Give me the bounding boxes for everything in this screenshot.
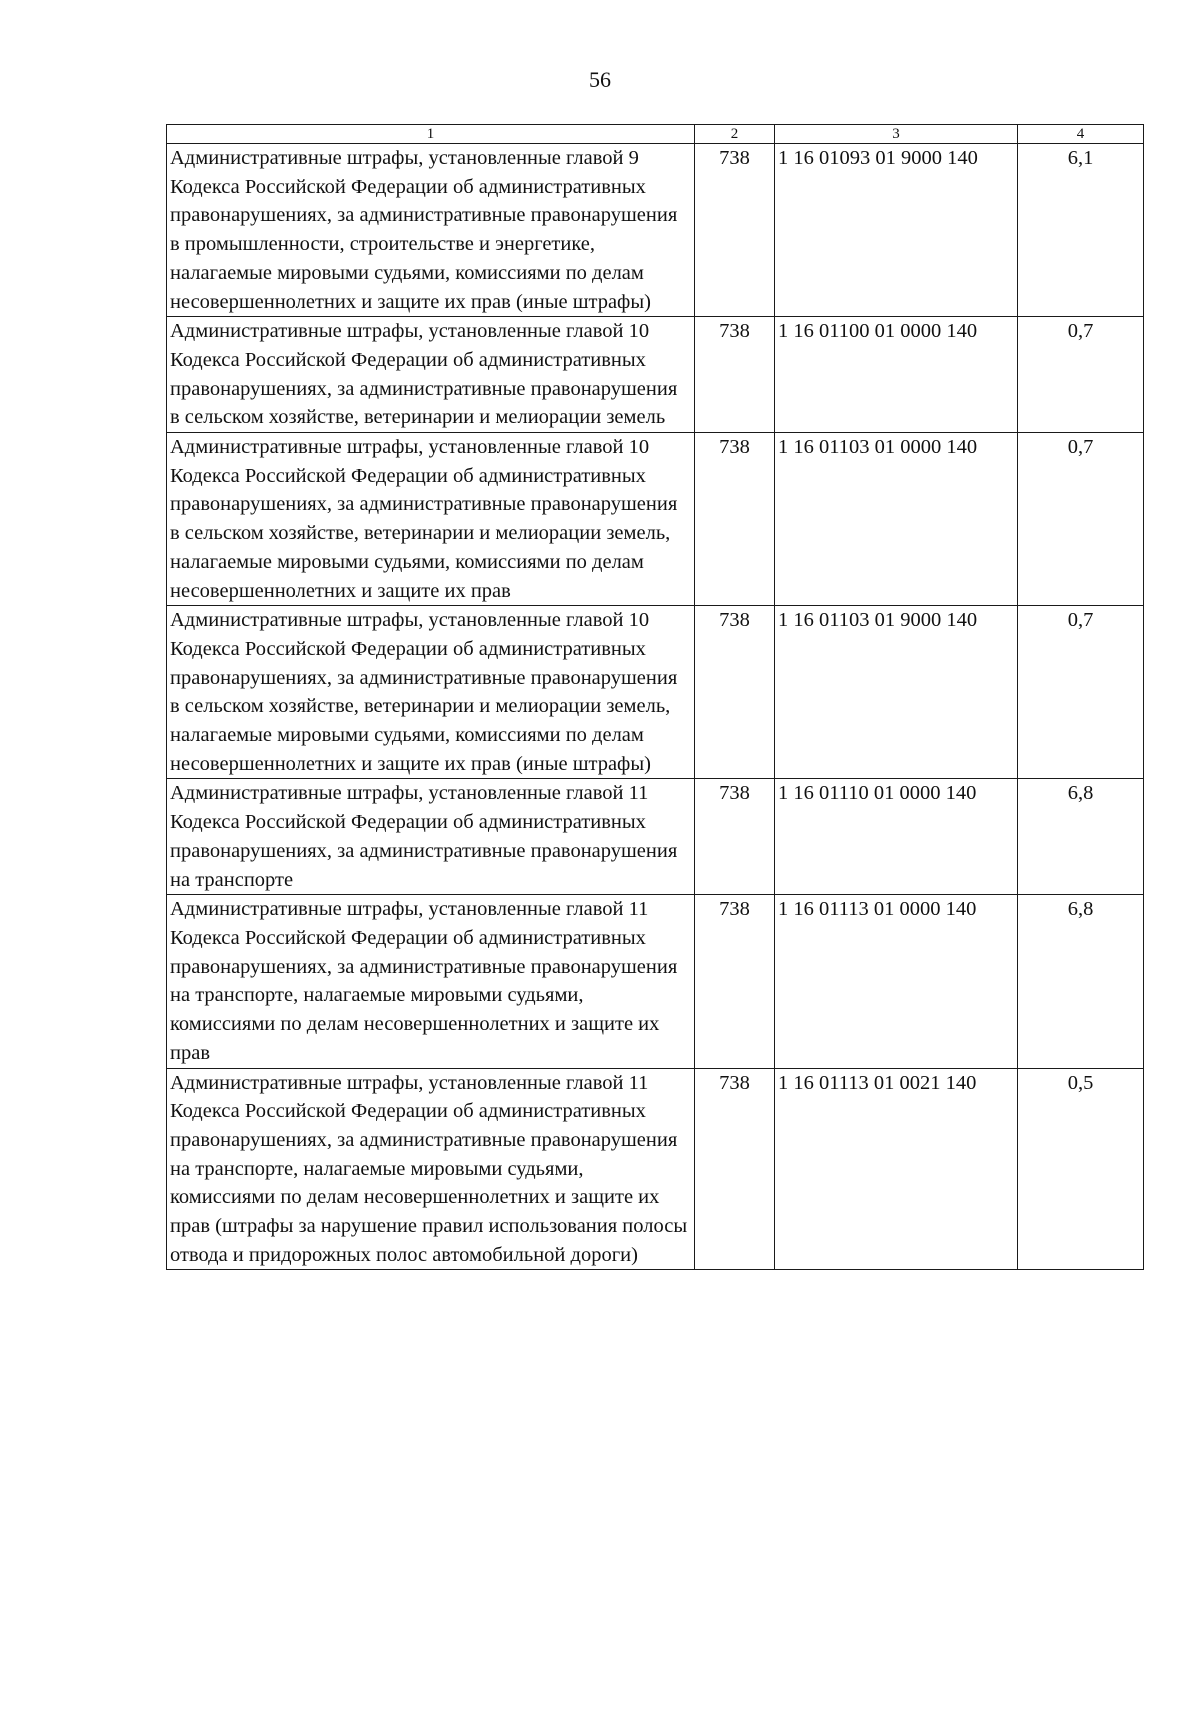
table-row [167, 606, 1144, 779]
row-description: Административные штрафы, установленные главой 11 Кодекса Российской Федерации об административных правонарушениях, за административные правонарушения на транспорте [167, 779, 695, 895]
row-description: Административные штрафы, установленные главой 10 Кодекса Российской Федерации об административных правонарушениях, за административные правонарушения в сельском хозяйстве, ветеринарии и мелиорации земель [167, 317, 695, 433]
row-amount: 6,8 [1018, 779, 1144, 895]
row-amount: 0,7 [1018, 606, 1144, 779]
row-kbk-code: 1 16 01093 01 9000 140 [775, 144, 1018, 317]
row-kbk-code: 1 16 01113 01 0021 140 [775, 1068, 1018, 1270]
header-col-4: 4 [1018, 125, 1144, 144]
row-admin-code: 738 [695, 895, 775, 1068]
row-admin-code: 738 [695, 144, 775, 317]
table-row [167, 779, 1144, 895]
row-admin-code: 738 [695, 1068, 775, 1270]
table-header [167, 125, 1144, 144]
row-kbk-code: 1 16 01100 01 0000 140 [775, 317, 1018, 433]
row-amount: 6,8 [1018, 895, 1144, 1068]
row-amount: 0,5 [1018, 1068, 1144, 1270]
row-kbk-code: 1 16 01103 01 0000 140 [775, 433, 1018, 606]
row-kbk-code: 1 16 01103 01 9000 140 [775, 606, 1018, 779]
row-kbk-code: 1 16 01110 01 0000 140 [775, 779, 1018, 895]
row-description: Административные штрафы, установленные главой 11 Кодекса Российской Федерации об административных правонарушениях, за административные правонарушения на транспорте, налагаемые мировыми судьями, комиссиями по делам несовершеннолетних и защите их прав (штрафы за нарушение правил использования полосы отвода и придорожных полос автомобильной дороги) [167, 1068, 695, 1270]
row-amount: 0,7 [1018, 317, 1144, 433]
table-row [167, 144, 1144, 317]
page-number: 56 [589, 67, 611, 92]
row-admin-code: 738 [695, 433, 775, 606]
header-row [167, 125, 1144, 144]
row-admin-code: 738 [695, 779, 775, 895]
table-row [167, 895, 1144, 1068]
table-body [167, 144, 1144, 1270]
row-description: Административные штрафы, установленные главой 10 Кодекса Российской Федерации об административных правонарушениях, за административные правонарушения в сельском хозяйстве, ветеринарии и мелиорации земель, налагаемые мировыми судьями, комиссиями по делам несовершеннолетних и защите их прав [167, 433, 695, 606]
row-description: Административные штрафы, установленные главой 10 Кодекса Российской Федерации об административных правонарушениях, за административные правонарушения в сельском хозяйстве, ветеринарии и мелиорации земель, налагаемые мировыми судьями, комиссиями по делам несовершеннолетних и защите их прав (иные штрафы) [167, 606, 695, 779]
header-col-2: 2 [695, 125, 775, 144]
row-description: Административные штрафы, установленные главой 9 Кодекса Российской Федерации об административных правонарушениях, за административные правонарушения в промышленности, строительстве и энергетике, налагаемые мировыми судьями, комиссиями по делам несовершеннолетних и защите их прав (иные штрафы) [167, 144, 695, 317]
table-row [167, 317, 1144, 433]
budget-table [166, 124, 1144, 1270]
row-amount: 0,7 [1018, 433, 1144, 606]
row-admin-code: 738 [695, 606, 775, 779]
row-description: Административные штрафы, установленные главой 11 Кодекса Российской Федерации об административных правонарушениях, за административные правонарушения на транспорте, налагаемые мировыми судьями, комиссиями по делам несовершеннолетних и защите их прав [167, 895, 695, 1068]
table-row [167, 433, 1144, 606]
header-col-1: 1 [167, 125, 695, 144]
row-amount: 6,1 [1018, 144, 1144, 317]
row-admin-code: 738 [695, 317, 775, 433]
table-row [167, 1068, 1144, 1270]
row-kbk-code: 1 16 01113 01 0000 140 [775, 895, 1018, 1068]
header-col-3: 3 [775, 125, 1018, 144]
